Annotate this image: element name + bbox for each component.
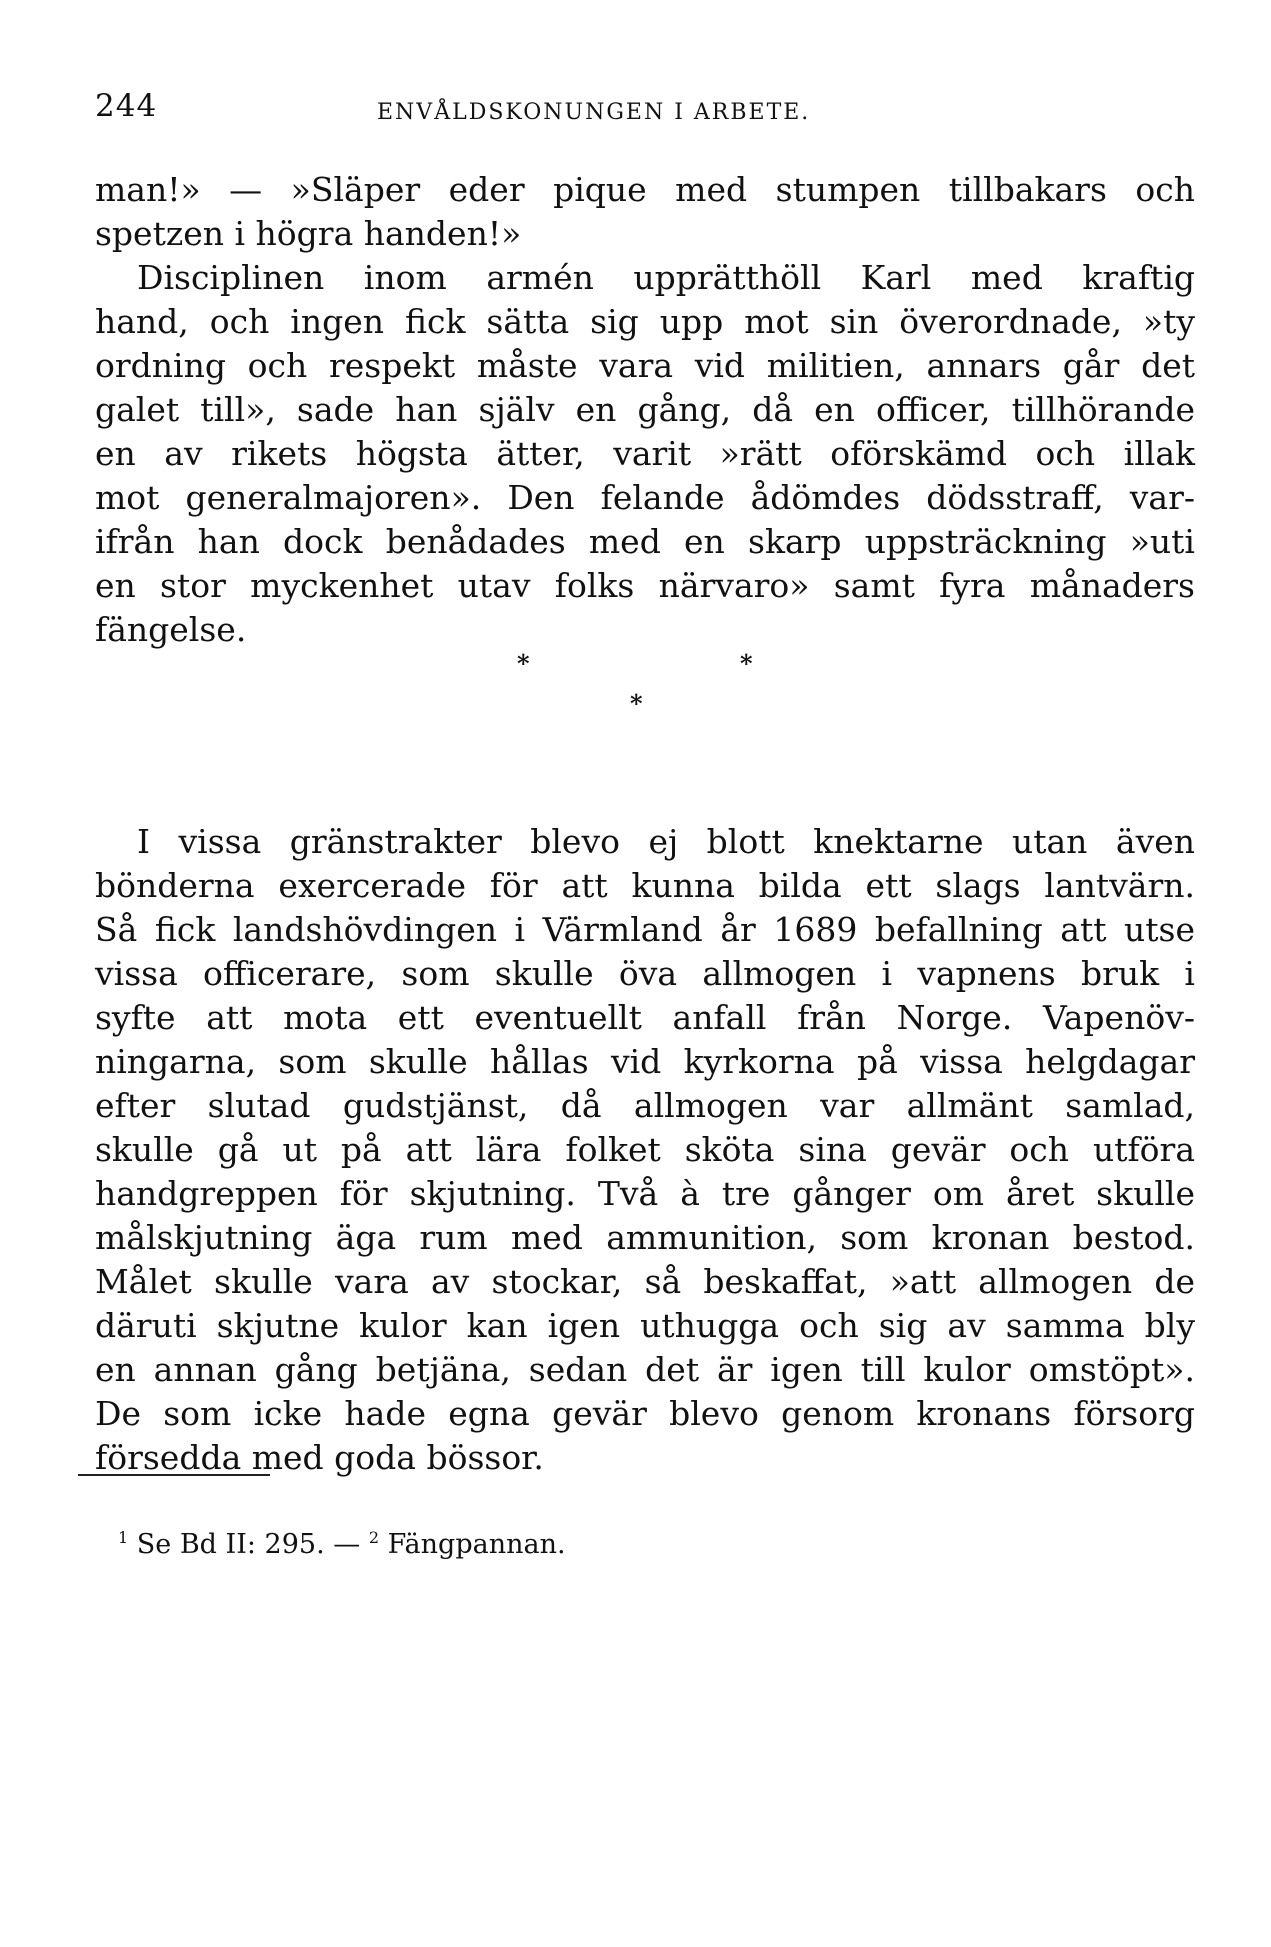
text-line: I vissa gränstrakter blevo ej blott knektarne utan även <box>137 822 1195 861</box>
text-line: ningarna, som skulle hållas vid kyrkorna på vissa helgdagar <box>95 1042 1195 1081</box>
text-line: mot generalmajoren». Den felande ådömdes dödsstraff, var- <box>95 478 1195 517</box>
footnote-text: Fängpannan. <box>387 1529 566 1560</box>
text-line: hand, och ingen fick sätta sig upp mot sin överordnade, »ty <box>95 302 1195 341</box>
page-number: 244 <box>95 88 158 124</box>
text-line: målskjutning äga rum med ammunition, som kronan bestod. <box>95 1218 1195 1257</box>
text-line: Målet skulle vara av stockar, så beskaffat, »att allmogen de <box>95 1262 1195 1301</box>
asterisk: * <box>630 689 643 718</box>
text-line: De som icke hade egna gevär blevo genom kronans försorg <box>95 1394 1195 1433</box>
text-line: Så fick landshövdingen i Värmland år 1689 befallning att utse <box>95 910 1195 949</box>
text-line: galet till», sade han själv en gång, då en officer, tillhörande <box>95 390 1195 429</box>
text-line: ifrån han dock benådades med en skarp uppsträckning »uti <box>95 522 1195 561</box>
text-line: efter slutad gudstjänst, då allmogen var allmänt samlad, <box>95 1086 1195 1125</box>
text-line: fängelse. <box>95 610 247 649</box>
paragraph-2 <box>95 820 1195 1480</box>
text-line: ordning och respekt måste vara vid militien, annars går det <box>95 346 1195 385</box>
text-line: en annan gång betjäna, sedan det är igen till kulor omstöpt». <box>95 1350 1195 1389</box>
text-line: en stor myckenhet utav folks närvaro» samt fyra månaders <box>95 566 1195 605</box>
asterisk: * <box>740 649 753 678</box>
text-line: Disciplinen inom armén upprätthöll Karl med kraftig <box>137 258 1195 297</box>
text-line: syfte att mota ett eventuellt anfall från Norge. Vapenöv- <box>95 998 1195 1037</box>
paragraph-1 <box>95 168 1195 652</box>
text-line: däruti skjutne kulor kan igen uthugga och sig av samma bly <box>95 1306 1195 1345</box>
text-line: spetzen i högra handen!» <box>95 214 522 253</box>
text-line: man!» — »Släper eder pique med stumpen tillbakars och <box>95 170 1195 209</box>
text-line: vissa officerare, som skulle öva allmogen i vapnens bruk i <box>95 954 1195 993</box>
text-line: handgreppen för skjutning. Två à tre gånger om året skulle <box>95 1174 1195 1213</box>
text-line: försedda med goda bössor. <box>95 1438 544 1477</box>
running-title: ENVÅLDSKONUNGEN I ARBETE. <box>377 100 811 125</box>
asterisk: * <box>517 649 530 678</box>
footnote-rule <box>78 1474 270 1476</box>
text-line: en av rikets högsta ätter, varit »rätt oförskämd och illak <box>95 434 1195 473</box>
footnote-separator: — <box>333 1529 361 1560</box>
footnotes <box>118 1520 566 1563</box>
footnote-mark: 2 <box>368 1528 380 1547</box>
page-header <box>95 88 1195 138</box>
text-line: skulle gå ut på att lära folket sköta sina gevär och utföra <box>95 1130 1195 1169</box>
text-line: bönderna exercerade för att kunna bilda ett slags lantvärn. <box>95 866 1195 905</box>
footnote-text: Se Bd II: 295. <box>136 1529 325 1560</box>
footnote-mark: 1 <box>118 1528 129 1547</box>
